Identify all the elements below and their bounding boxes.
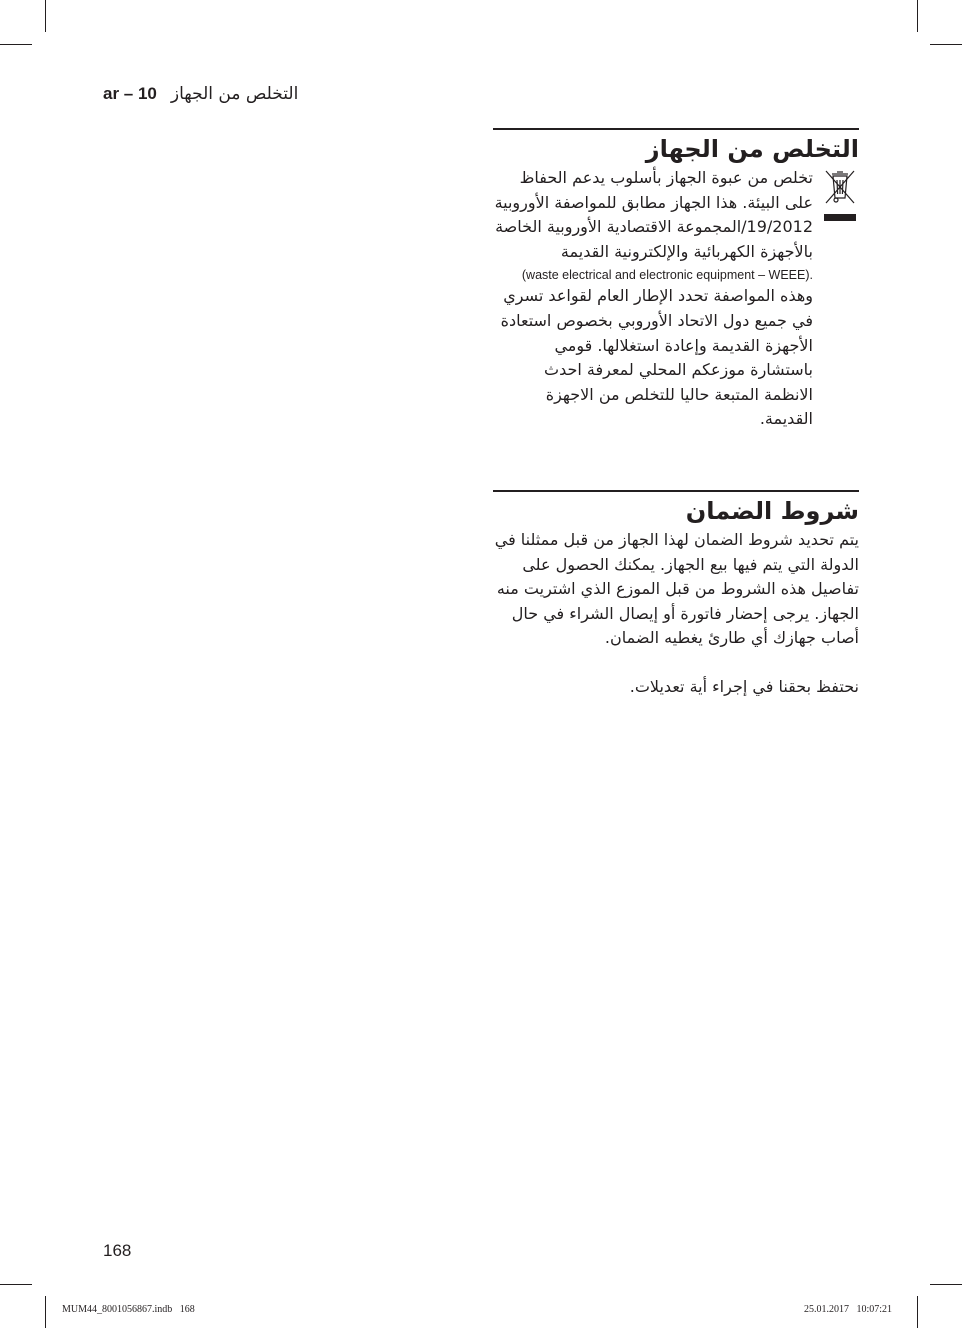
page-code: ar – 10	[103, 84, 157, 103]
running-header	[103, 84, 298, 104]
weee-block	[493, 166, 859, 432]
warranty-heading: شروط الضمان	[685, 497, 859, 525]
disposal-section	[493, 128, 859, 432]
weee-latin-note: (waste electrical and electronic equipment – WEEE).	[521, 268, 813, 283]
disposal-paragraph: تخلص من عبوة الجهاز بأسلوب يدعم الحفاظ على البيئة. هذا الجهاز مطابق للمواصفة الأوروبية 19/2012/المجموعة الاقتصادية الأوروبية الخاصة بالأجهزة الكهربائية والإلكترونية القديمة	[494, 168, 813, 261]
disposal-paragraph-2: وهذه المواصفة تحدد الإطار العام لقواعد تسري في جميع دول الاتحاد الأوروبي بخصوص استعادة الأجهزة القديمة وإعادة استغلالها. قومي باستشارة موزعكم المحلي لمعرفة احدث الانظمة المتبعة حاليا للتخلص من الاجهزة القديمة.	[500, 286, 813, 429]
crop-mark	[45, 0, 46, 32]
section-rule	[493, 128, 859, 130]
page-number: 168	[103, 1241, 132, 1260]
crop-mark	[930, 1284, 962, 1285]
crop-mark	[0, 1284, 32, 1285]
warranty-note: نحتفظ بحقنا في إجراء أية تعديلات.	[629, 676, 859, 696]
header-title: التخلص من الجهاز	[170, 84, 299, 104]
crop-mark	[0, 44, 32, 45]
warranty-paragraph: يتم تحديد شروط الضمان لهذا الجهاز من قبل ممثلنا في الدولة التي يتم فيها بيع الجهاز. يمكنك الحصول على تفاصيل هذه الشروط من قبل الموزع الذي اشتريت منه الجهاز. يرجى إحضار فاتورة أو إيصال الشراء في حال أصاب جهازك أي طارئ يغطيه الضمان.	[494, 530, 859, 648]
weee-text	[493, 166, 813, 432]
print-slug	[62, 1304, 892, 1315]
weee-icon	[821, 168, 859, 221]
crossed-out-wheelie-bin-icon	[823, 168, 857, 206]
section-rule	[493, 490, 859, 492]
slug-datetime: 25.01.2017 10:07:21	[803, 1304, 892, 1315]
crop-mark	[917, 1296, 918, 1328]
disposal-heading: التخلص من الجهاز	[645, 135, 859, 163]
weee-bar	[824, 214, 856, 221]
crop-mark	[917, 0, 918, 32]
warranty-section	[493, 490, 859, 700]
crop-mark	[930, 44, 962, 45]
crop-mark	[45, 1296, 46, 1328]
slug-file: MUM44_8001056867.indb 168	[62, 1304, 195, 1315]
